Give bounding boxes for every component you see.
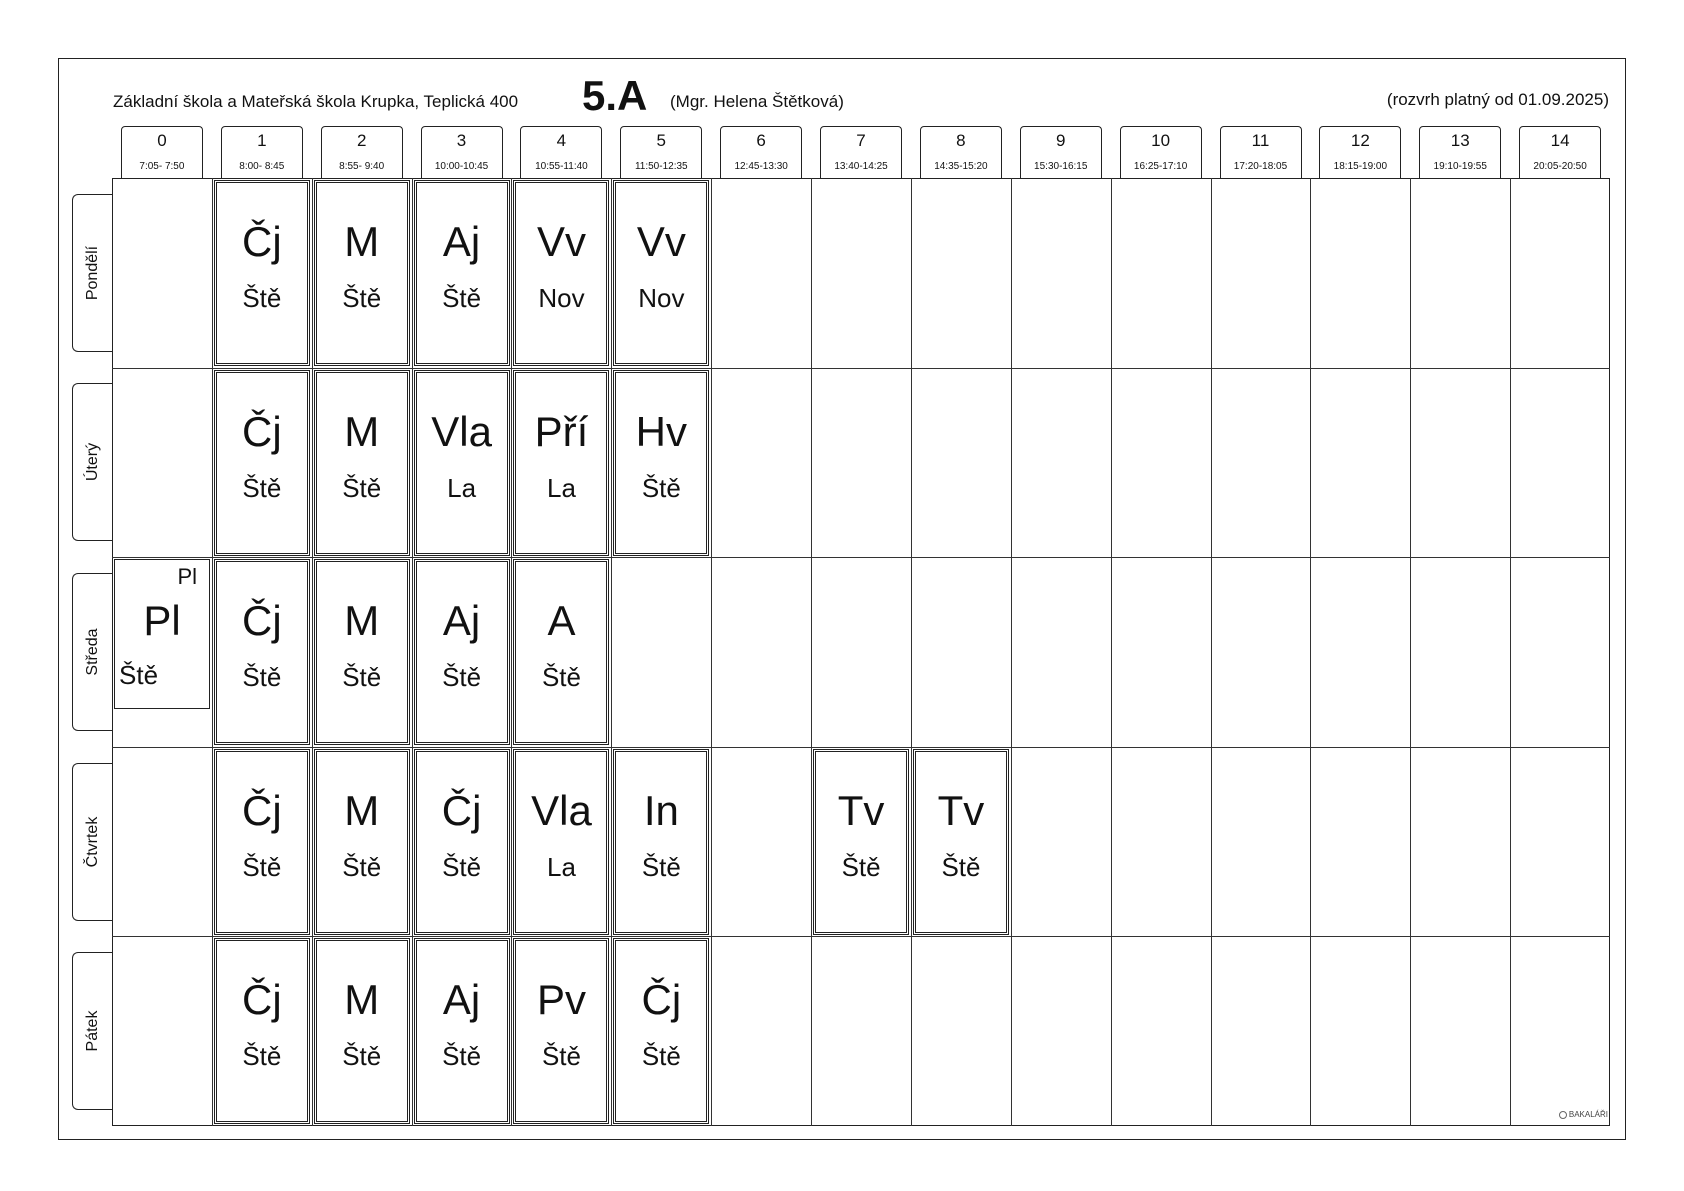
lesson-teacher: Ště — [442, 283, 482, 313]
day-label: Čtvrtek — [83, 816, 101, 867]
lesson-teacher: Ště — [641, 851, 681, 882]
lesson-cell[interactable] — [613, 938, 709, 1124]
lesson-subject: Pří — [534, 407, 589, 455]
day-label: Středa — [83, 628, 101, 676]
period-tab-5 — [620, 126, 702, 178]
period-time: 7:05- 7:50 — [139, 161, 185, 172]
lesson-teacher: Ště — [342, 662, 382, 693]
lesson-teacher: Ště — [941, 851, 981, 882]
lesson-teacher: Ště — [342, 1041, 382, 1072]
period-number: 2 — [356, 131, 367, 150]
lesson-teacher: Ště — [442, 851, 482, 882]
lesson-cell[interactable] — [214, 749, 310, 935]
lesson-subject: M — [344, 218, 380, 265]
period-tab-8 — [920, 126, 1002, 178]
row-divider — [112, 936, 1610, 937]
period-time: 15:30-16:15 — [1034, 161, 1088, 172]
lesson-subject: M — [344, 976, 380, 1024]
period-tab-11 — [1220, 126, 1302, 178]
period-number: 4 — [556, 131, 567, 150]
lesson-teacher: Nov — [638, 283, 685, 313]
period-tab-10 — [1120, 126, 1202, 178]
lesson-teacher: Ště — [342, 851, 382, 882]
period-tab-4 — [520, 126, 602, 178]
lesson-subject: Pl — [143, 597, 181, 645]
period-number: 6 — [756, 131, 766, 150]
period-number: 3 — [456, 131, 467, 150]
lesson-subject: Aj — [442, 597, 481, 645]
lesson-subject: M — [344, 597, 380, 645]
period-number: 12 — [1350, 131, 1370, 150]
lesson-subject: Čj — [242, 407, 282, 455]
lesson-subject: M — [344, 407, 380, 455]
day-tab-2 — [72, 573, 112, 731]
column-divider — [1011, 178, 1012, 1126]
row-divider — [112, 557, 1610, 558]
lesson-cell[interactable] — [913, 749, 1009, 935]
day-tab-4 — [72, 952, 112, 1110]
valid-from: (rozvrh platný od 01.09.2025) — [1386, 90, 1609, 109]
lesson-teacher: Ště — [342, 472, 382, 503]
lesson-subject: Hv — [635, 407, 688, 455]
period-time: 20:05-20:50 — [1533, 161, 1587, 172]
lesson-teacher: Ště — [541, 662, 581, 693]
lesson-subject: Vv — [636, 218, 686, 265]
period-number: 5 — [656, 131, 667, 150]
lesson-cell[interactable] — [613, 749, 709, 935]
lesson-cell[interactable] — [414, 938, 510, 1124]
lesson-cell[interactable] — [513, 559, 609, 745]
period-number: 1 — [257, 131, 267, 150]
column-divider — [1211, 178, 1212, 1126]
lesson-cell[interactable] — [513, 938, 609, 1124]
period-number: 9 — [1056, 131, 1066, 150]
row-divider — [112, 747, 1610, 748]
lesson-teacher: Ště — [841, 851, 881, 882]
lesson-cell[interactable] — [813, 749, 909, 935]
lesson-subject: Tv — [937, 786, 985, 834]
lesson-cell[interactable] — [314, 559, 410, 745]
lesson-subject: Čj — [441, 786, 482, 834]
lesson-subject: In — [643, 786, 679, 834]
column-divider — [312, 178, 313, 1126]
lesson-subject: Vla — [431, 407, 492, 455]
bakalari-logo — [1559, 1110, 1608, 1119]
period-tab-3 — [421, 126, 503, 178]
period-time: 13:40-14:25 — [834, 161, 888, 172]
lesson-cell[interactable] — [214, 938, 310, 1124]
lesson-teacher: Ště — [541, 1041, 581, 1072]
lesson-subject: Čj — [242, 218, 282, 265]
lesson-group: Pl — [177, 564, 197, 590]
lesson-teacher: Ště — [242, 472, 282, 503]
lesson-subject: Čj — [242, 597, 282, 645]
lesson-subject: Tv — [837, 786, 885, 834]
lesson-cell[interactable] — [214, 559, 310, 745]
lesson-cell[interactable] — [414, 370, 510, 556]
period-time: 18:15-19:00 — [1333, 161, 1388, 172]
lesson-cell[interactable] — [513, 180, 609, 366]
period-tab-0 — [121, 126, 203, 178]
lesson-subject: Aj — [442, 976, 481, 1024]
period-tab-2 — [321, 126, 403, 178]
school-name: Základní škola a Mateřská škola Krupka, Teplická 400 — [113, 92, 519, 111]
period-tab-1 — [221, 126, 303, 178]
period-tab-7 — [820, 126, 902, 178]
column-divider — [911, 178, 912, 1126]
day-tab-3 — [72, 763, 112, 921]
period-number: 14 — [1550, 131, 1570, 150]
lesson-teacher: Ště — [342, 283, 382, 313]
period-number: 10 — [1151, 131, 1171, 150]
lesson-subject: Vv — [536, 218, 586, 265]
period-time: 14:35-15:20 — [934, 161, 988, 172]
lesson-teacher: Ště — [641, 472, 681, 503]
lesson-cell[interactable] — [314, 938, 410, 1124]
period-time: 11:50-12:35 — [634, 161, 688, 172]
lesson-teacher: Ště — [119, 660, 159, 691]
lesson-teacher: La — [447, 472, 477, 503]
lesson-subject: Čj — [641, 976, 682, 1024]
lesson-cell[interactable] — [613, 370, 709, 556]
period-time: 16:25-17:10 — [1133, 161, 1188, 172]
period-time: 10:55-11:40 — [535, 161, 588, 172]
lesson-cell[interactable] — [314, 180, 410, 366]
period-tab-9 — [1020, 126, 1102, 178]
period-time: 10:00-10:45 — [434, 161, 489, 172]
column-divider — [511, 178, 512, 1126]
period-time: 19:10-19:55 — [1433, 161, 1487, 172]
lesson-teacher: Ště — [242, 1041, 282, 1072]
lesson-cell[interactable] — [314, 370, 410, 556]
lesson-teacher: Ště — [442, 662, 482, 693]
day-label: Pondělí — [83, 245, 101, 300]
lesson-teacher: Ště — [242, 283, 282, 313]
column-divider — [1310, 178, 1311, 1126]
lesson-teacher: Nov — [538, 283, 585, 313]
lesson-subject: Aj — [442, 218, 481, 265]
lesson-teacher: Ště — [442, 1041, 482, 1072]
lesson-cell[interactable] — [414, 180, 510, 366]
lesson-cell[interactable] — [114, 559, 210, 709]
column-divider — [412, 178, 413, 1126]
logo-text: BAKALÁŘI — [1568, 1110, 1608, 1119]
column-divider — [1410, 178, 1411, 1126]
period-time: 12:45-13:30 — [734, 161, 788, 172]
class-name: 5.A — [582, 72, 648, 119]
lesson-cell[interactable] — [513, 370, 609, 556]
period-number: 13 — [1450, 131, 1470, 150]
period-time: 8:55- 9:40 — [339, 161, 385, 172]
lesson-cell[interactable] — [414, 559, 510, 745]
column-divider — [1510, 178, 1511, 1126]
class-teacher: (Mgr. Helena Štětková) — [670, 92, 844, 111]
lesson-teacher: Ště — [641, 1041, 681, 1072]
period-number: 7 — [856, 131, 866, 150]
period-tab-13 — [1419, 126, 1501, 178]
column-divider — [1111, 178, 1112, 1126]
period-tab-12 — [1319, 126, 1401, 178]
lesson-cell[interactable] — [214, 180, 310, 366]
lesson-cell[interactable] — [613, 180, 709, 366]
lesson-subject: Čj — [242, 976, 282, 1024]
day-label: Pátek — [83, 1010, 101, 1052]
column-divider — [611, 178, 612, 1126]
row-divider — [112, 368, 1610, 369]
lesson-subject: Pv — [536, 976, 586, 1024]
period-tab-6 — [720, 126, 802, 178]
lesson-teacher: La — [547, 851, 576, 882]
period-tab-14 — [1519, 126, 1601, 178]
lesson-cell[interactable] — [513, 749, 609, 935]
lesson-cell[interactable] — [214, 370, 310, 556]
column-divider — [212, 178, 213, 1126]
lesson-teacher: Ště — [242, 662, 282, 693]
lesson-cell[interactable] — [314, 749, 410, 935]
period-time: 8:00- 8:45 — [239, 161, 285, 172]
lesson-subject: Čj — [242, 786, 282, 834]
lesson-teacher: Ště — [242, 851, 282, 882]
lesson-subject: A — [547, 597, 576, 645]
day-tab-1 — [72, 383, 112, 541]
day-label: Úterý — [83, 443, 101, 482]
period-number: 11 — [1251, 131, 1270, 150]
lesson-subject: M — [344, 786, 380, 834]
period-time: 17:20-18:05 — [1233, 161, 1288, 172]
period-number: 0 — [157, 131, 167, 150]
lesson-cell[interactable] — [414, 749, 510, 935]
period-number: 8 — [956, 131, 966, 150]
column-divider — [711, 178, 712, 1126]
day-tab-0 — [72, 194, 112, 352]
column-divider — [811, 178, 812, 1126]
lesson-teacher: La — [547, 472, 576, 503]
bakalari-logo-icon — [1559, 1111, 1567, 1119]
lesson-subject: Vla — [531, 786, 592, 834]
